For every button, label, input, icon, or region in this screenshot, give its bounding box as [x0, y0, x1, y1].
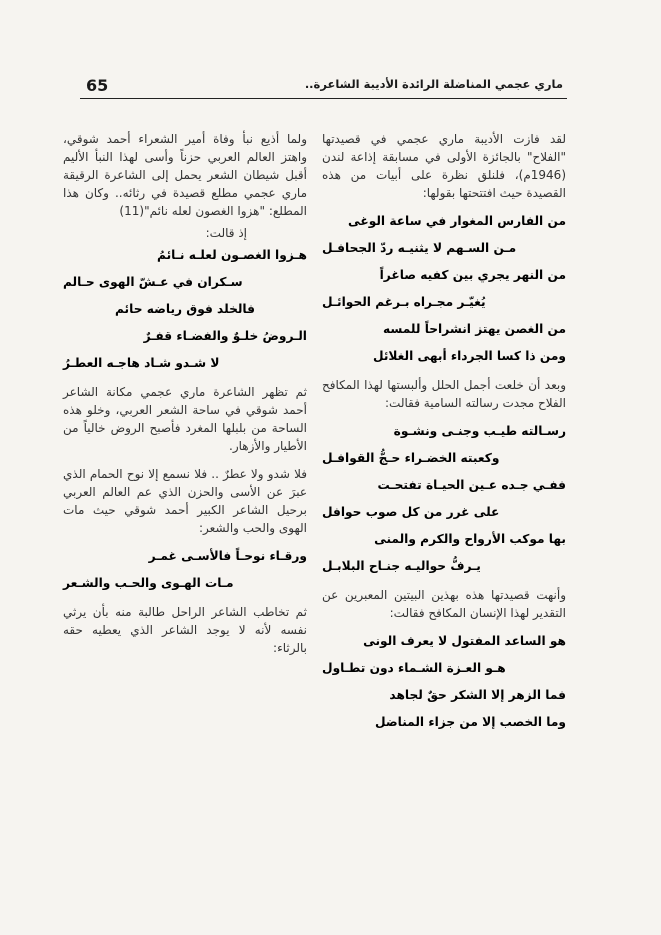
verse-line: لا شـدو شـاد هاجـه العطـرُ — [63, 356, 220, 370]
verse-line: يُغيّـر مجـراه بـرغم الحوائـل — [322, 295, 486, 309]
verse-line: ففـي جـده عـين الحيـاة تفتحـت — [377, 478, 566, 492]
verse-line: الـروضُ خلـوٌ والفضـاء قفـرٌ — [143, 329, 307, 343]
paragraph: وأنهت قصيدتها هذه بهذين البيتين المعبرين عن التقدير لهذا الإنسان المكافح فقالت: — [322, 588, 566, 620]
verse-line: رسـالته طيـب وجنـى ونشـوة — [393, 424, 566, 438]
verse-line: فالخلد فوق رياضه حائم — [114, 302, 255, 316]
verse-line: ومن ذا كسا الجرداء أبهى الغلائل — [372, 349, 566, 363]
right-column — [322, 130, 566, 736]
paragraph: وبعد أن خلعت أجمل الحلل وألبستها لهذا المكافح الفلاح مجدت رسالته السامية فقالت: — [322, 378, 566, 410]
verse-line: ورقـاء نوحـاً فالأسـى غمـر — [148, 549, 307, 563]
verse-line: هو الساعد المفتول لا يعرف الونى — [363, 634, 566, 648]
paragraph: ثم تظهر الشاعرة ماري عجمي مكانة الشاعر أحمد شوقي في ساحة الشعر العربي، وخلو هذه الساحة من بلبلها المغرد فأصبح الروض خالياً من الأطيار والأزهار. — [63, 385, 307, 453]
verse-line: بها موكب الأرواح والكرم والمنى — [374, 532, 566, 546]
running-title: ماري عجمي المناضلة الرائدة الأديبة الشاعرة.. — [304, 77, 563, 91]
verse-line: على غرر من كل صوب حوافل — [322, 505, 500, 519]
intro-paragraph: لقد فازت الأديبة ماري عجمي في قصيدتها "الفلاح" بالجائزة الأولى في مسابقة إذاعة لندن (1946م)، فلنلق نظرة على أبيات من هذه القصيدة حيث افتتحتها بقولها: — [322, 132, 566, 200]
verse-line: وما الخصب إلا من جزاء المناضل — [374, 715, 566, 729]
header-rule — [80, 98, 567, 99]
left-column — [63, 130, 307, 657]
paragraph: ثم تخاطب الشاعر الراحل طالبة منه بأن يرثي نفسه لأنه لا يوجد الشاعر الذي يعطيه حقه بالرثاء: — [63, 605, 307, 655]
verse-line: من الفارس المغوار في ساعة الوغى — [348, 214, 566, 228]
page-number: 65 — [86, 76, 109, 95]
verse-line: من النهر يجري بين كفيه صاغراً — [379, 268, 566, 282]
verse-line: فما الزهر إلا الشكر حقٌ لجاهد — [389, 688, 566, 702]
idh-qalat-line: إذ قالت: — [205, 226, 247, 240]
verse-line: مـات الهـوى والحـب والشـعر — [63, 576, 234, 590]
verse-line: سـكران في عـشّ الهوى حـالم — [63, 275, 243, 289]
verse-line: مـن السـهم لا يثنيـه ردّ الجحافـل — [322, 241, 517, 255]
verse-line: هـزوا الغصـون لعلـه نـائمُ — [157, 248, 307, 262]
verse-line: وكعبته الخضـراء حـجُّ القوافـل — [322, 451, 500, 465]
paragraph: ولما أذيع نبأ وفاة أمير الشعراء أحمد شوقي، واهتز العالم العربي حزناً وأسى لهذا النبأ الأليم أقبل شيطان الشعر يحمل إلى الشاعرة الرقيقة ماري عجمي مطلع قصيدة في رثائه.. وكان هذا المطلع: "هزوا الغصون لعله نائم"(11) — [63, 132, 307, 218]
paragraph: فلا شدو ولا عطرٌ .. فلا نسمع إلا نوح الحمام الذي عبرَ عن الأسى والحزن الذي عم العالم العربي برحيل الشاعر الكبير أحمد شوقي حيث مات الهوى والحب والشعر: — [63, 467, 307, 535]
verse-line: هـو العـزة الشـماء دون تطـاول — [322, 661, 506, 675]
page-header — [80, 72, 567, 100]
verse-line: يـرفُّ حواليـه جنـاح البلابـل — [322, 559, 481, 573]
verse-line: من الغصن يهتز انشراحاً للمسه — [382, 322, 566, 336]
